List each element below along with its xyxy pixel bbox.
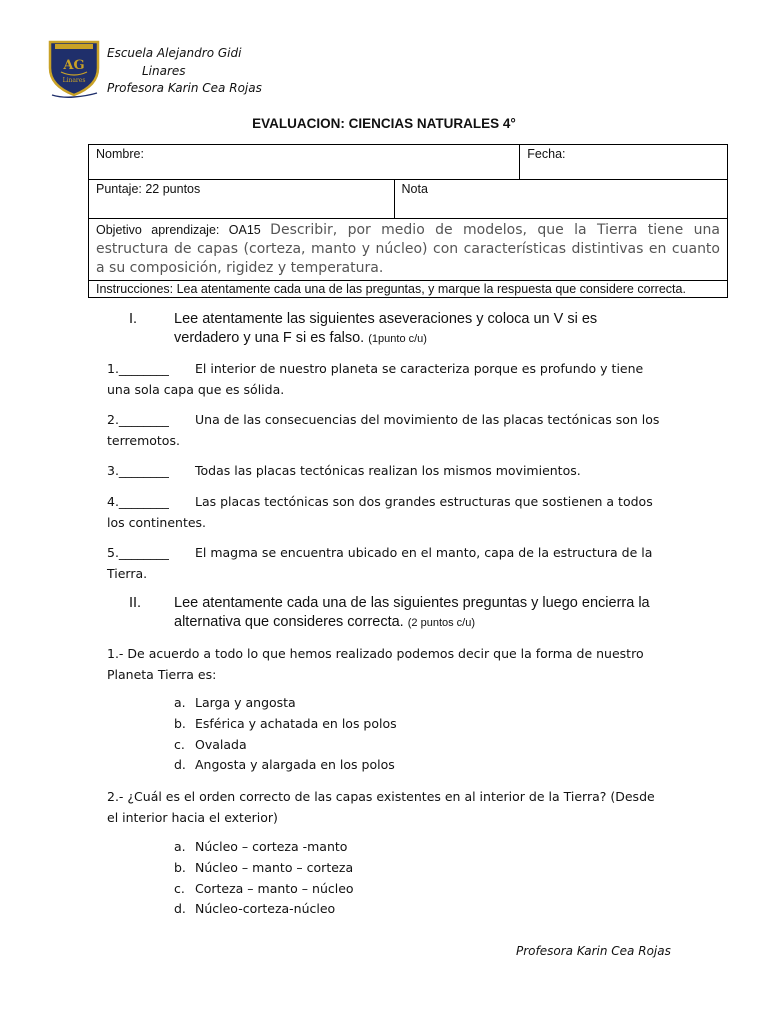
- option-1d[interactable]: [174, 755, 397, 776]
- section2-instruction: Lee atentamente cada una de las siguientes preguntas y luego encierra la alternativa que consideres correcta.: [174, 595, 650, 630]
- tf-blank-1[interactable]: 1.________: [107, 361, 169, 376]
- school-logo: [47, 38, 101, 100]
- mc-question-1: 1.- De acuerdo a todo lo que hemos realizado podemos decir que la forma de nuestro Planeta Tierra es:: [107, 646, 644, 682]
- instrucciones-text: Instrucciones: Lea atentamente cada una de las preguntas, y marque la respuesta que considere correcta.: [96, 282, 686, 296]
- option-text: Larga y angosta: [195, 695, 296, 710]
- nota-label: Nota: [401, 182, 428, 196]
- option-2a[interactable]: [174, 837, 354, 858]
- mc-options-1: [174, 693, 397, 776]
- tf-statement-4: Las placas tectónicas son dos grandes estructuras que sostienen a todos los continentes.: [107, 494, 653, 530]
- option-text: Corteza – manto – núcleo: [195, 880, 354, 896]
- option-letter: d.: [174, 757, 186, 773]
- fecha-label: Fecha:: [527, 147, 566, 161]
- school-crest-icon: [47, 38, 101, 100]
- nota-field[interactable]: [394, 180, 727, 219]
- svg-text:AG: AG: [63, 58, 85, 73]
- page-title: EVALUACION: CIENCIAS NATURALES 4°: [252, 116, 516, 131]
- student-info-table: [88, 144, 728, 298]
- section2-heading: [129, 594, 654, 633]
- option-text: Núcleo – manto – corteza: [195, 859, 354, 875]
- tf-statement-3: Todas las placas tectónicas realizan los mismos movimientos.: [195, 463, 581, 478]
- objetivo-lead: Objetivo aprendizaje: OA15: [96, 223, 261, 237]
- section1-instruction: Lee atentamente las siguientes aseveraciones y coloca un V si es verdadero y una F si es falso.: [174, 311, 598, 346]
- objetivo-text: Describir, por medio de modelos, que la Tierra tiene una estructura de capas (corteza, manto y núcleo) con características distintivas en cuanto a su composición, rigidez y temperatura.: [96, 222, 720, 276]
- instrucciones-cell: [89, 281, 728, 298]
- nombre-field[interactable]: [89, 145, 520, 180]
- option-1b[interactable]: [174, 714, 397, 735]
- option-1a[interactable]: [174, 693, 397, 714]
- school-city: Linares: [142, 63, 186, 78]
- option-text: Angosta y alargada en los polos: [195, 757, 395, 773]
- objetivo-cell: [89, 219, 728, 281]
- section1-roman: I.: [129, 311, 138, 327]
- school-name: Escuela Alejandro Gidi: [107, 46, 242, 60]
- tf-item-5[interactable]: [107, 542, 667, 584]
- section1-points: (1punto c/u): [368, 333, 427, 345]
- option-letter: d.: [174, 901, 186, 917]
- tf-item-3[interactable]: [107, 460, 667, 481]
- option-letter: c.: [174, 736, 185, 752]
- puntaje-cell: [89, 180, 395, 219]
- section1-heading: [129, 310, 654, 349]
- tf-statement-2: Una de las consecuencias del movimiento de las placas tectónicas son los terremotos.: [107, 412, 660, 448]
- tf-blank-3[interactable]: 3.________: [107, 463, 169, 478]
- option-text: Esférica y achatada en los polos: [195, 715, 397, 731]
- option-text: Núcleo – corteza -manto: [195, 839, 348, 854]
- option-1c[interactable]: [174, 735, 397, 756]
- tf-statement-5: El magma se encuentra ubicado en el manto, capa de la estructura de la Tierra.: [107, 545, 653, 581]
- section2-roman: II.: [129, 595, 142, 611]
- option-letter: b.: [174, 715, 186, 731]
- mc-question-2: 2.- ¿Cuál es el orden correcto de las capas existentes en al interior de la Tierra? (Desde el interior hacia el exterior): [107, 789, 655, 825]
- fecha-field[interactable]: [520, 145, 728, 180]
- tf-item-1[interactable]: [107, 358, 667, 400]
- nombre-label: Nombre:: [96, 147, 144, 161]
- footer-signature: Profesora Karin Cea Rojas: [516, 944, 671, 958]
- mc-options-2: [174, 837, 354, 920]
- option-text: Ovalada: [195, 736, 247, 752]
- school-info: [107, 45, 262, 98]
- tf-blank-5[interactable]: 5.________: [107, 545, 169, 560]
- option-letter: b.: [174, 859, 186, 875]
- svg-text:Linares: Linares: [62, 77, 86, 84]
- option-text: Núcleo-corteza-núcleo: [195, 901, 336, 917]
- option-2d[interactable]: [174, 899, 354, 920]
- tf-item-4[interactable]: [107, 491, 667, 533]
- option-letter: c.: [174, 880, 185, 896]
- option-letter: a.: [174, 695, 186, 710]
- puntaje-label: Puntaje: 22 puntos: [96, 182, 201, 196]
- option-letter: a.: [174, 839, 186, 854]
- tf-item-2[interactable]: [107, 409, 667, 451]
- option-2c[interactable]: [174, 879, 354, 900]
- tf-statement-1: El interior de nuestro planeta se caracteriza porque es profundo y tiene una sola capa que es sólida.: [107, 361, 644, 397]
- teacher-name: Profesora Karin Cea Rojas: [107, 81, 262, 95]
- section2-points: (2 puntos c/u): [407, 617, 476, 629]
- tf-blank-4[interactable]: 4.________: [107, 494, 169, 509]
- tf-blank-2[interactable]: 2.________: [107, 412, 169, 427]
- option-2b[interactable]: [174, 858, 354, 879]
